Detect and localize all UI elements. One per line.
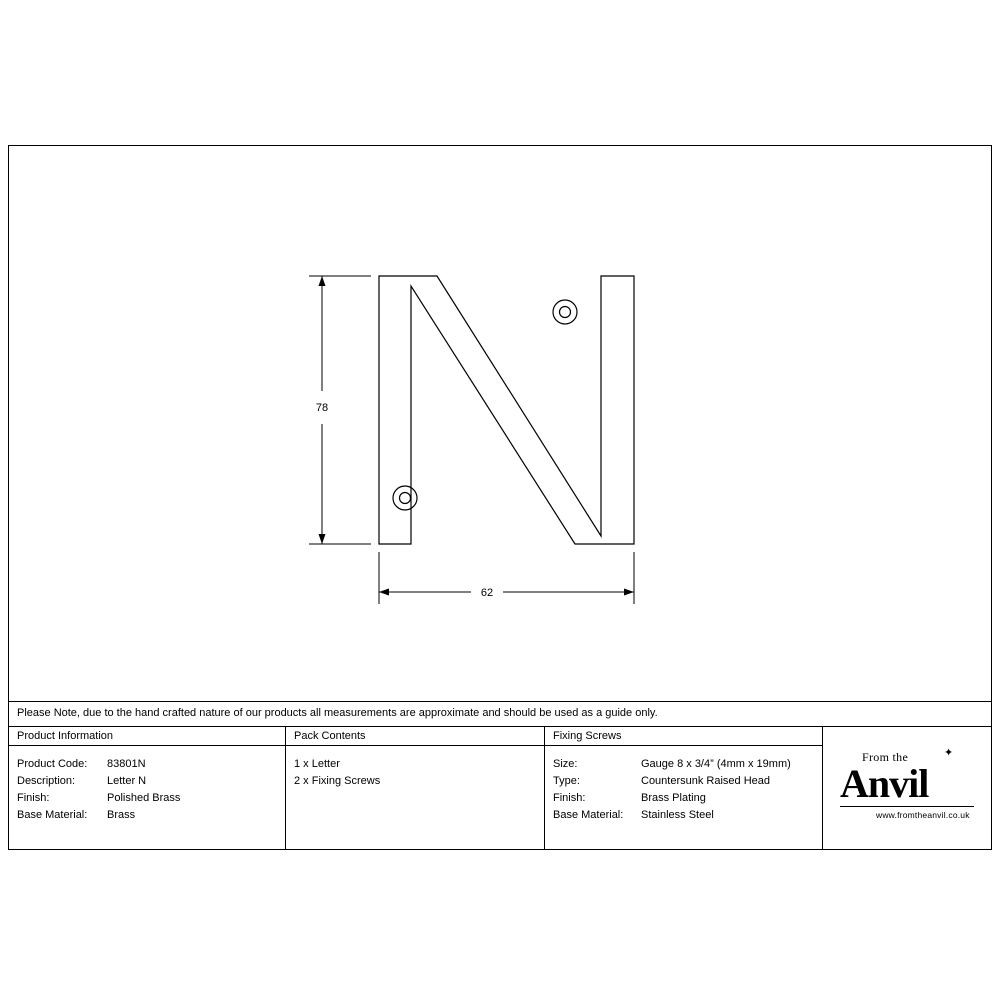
screw-finish-value: Brass Plating xyxy=(641,792,706,804)
screw-size-value: Gauge 8 x 3/4” (4mm x 19mm) xyxy=(641,758,791,770)
letter-n-drawing xyxy=(9,146,991,702)
screw-size-label: Size: xyxy=(553,758,578,770)
list-item: 1 x Letter xyxy=(294,758,340,770)
table-row xyxy=(17,756,285,773)
brand-logo xyxy=(823,727,991,849)
screw-base-material-value: Stainless Steel xyxy=(641,809,714,821)
screw-finish-label: Finish: xyxy=(553,792,586,804)
base-material-label: Base Material: xyxy=(17,809,88,821)
table-row xyxy=(553,790,822,807)
product-code-label: Product Code: xyxy=(17,758,88,770)
star-icon: ✦ xyxy=(944,747,954,759)
table-row xyxy=(553,773,822,790)
screw-type-value: Countersunk Raised Head xyxy=(641,775,771,787)
product-code-value: 83801N xyxy=(107,758,146,770)
measurement-note: Please Note, due to the hand crafted nature of our products all measurements are approximate and should be used as a guide only. xyxy=(17,707,658,719)
screw-hole-bottom xyxy=(393,486,417,510)
screw-hole-top xyxy=(553,300,577,324)
finish-label: Finish: xyxy=(17,792,50,804)
product-information-header: Product Information xyxy=(9,727,285,746)
width-dimension-label: 62 xyxy=(480,587,494,599)
table-row xyxy=(553,756,822,773)
screw-type-label: Type: xyxy=(553,775,580,787)
table-row xyxy=(17,773,285,790)
letter-n-shape xyxy=(379,276,653,544)
table-row xyxy=(17,790,285,807)
letter-outline xyxy=(379,276,634,544)
specification-table xyxy=(9,727,991,849)
table-row xyxy=(553,807,822,824)
width-dimension xyxy=(379,552,634,604)
description-value: Letter N xyxy=(107,775,147,787)
pack-contents-header: Pack Contents xyxy=(286,727,544,746)
fixing-screws-column xyxy=(545,727,823,849)
logo-main-text: Anvil xyxy=(840,761,929,806)
height-dimension-label: 78 xyxy=(315,402,329,414)
base-material-value: Brass xyxy=(107,809,136,821)
logo-column xyxy=(823,727,991,849)
technical-drawing-sheet xyxy=(8,145,992,850)
description-label: Description: xyxy=(17,775,76,787)
measurement-note-row xyxy=(9,702,991,727)
pack-contents-column xyxy=(286,727,545,849)
screw-base-material-label: Base Material: xyxy=(553,809,624,821)
list-item: 2 x Fixing Screws xyxy=(294,775,381,787)
fixing-screws-header: Fixing Screws xyxy=(545,727,822,746)
table-row xyxy=(17,807,285,824)
logo-divider xyxy=(840,806,974,807)
drawing-area xyxy=(9,146,991,702)
logo-url-text: www.fromtheanvil.co.uk xyxy=(876,810,970,820)
finish-value: Polished Brass xyxy=(107,792,181,804)
logo-top-text: From the xyxy=(862,750,909,764)
product-information-column xyxy=(9,727,286,849)
